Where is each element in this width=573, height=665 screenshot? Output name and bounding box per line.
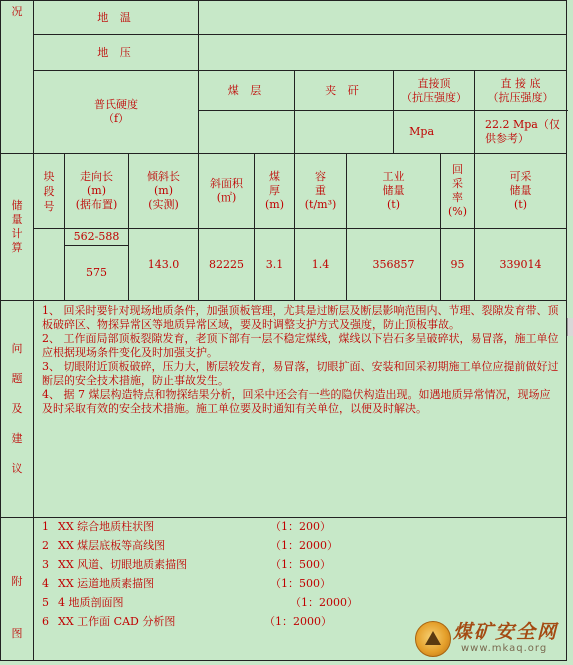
issue-item: 3、 切眼附近顶板破碎，压力大，断层较发育，易冒落，切眼扩面、安装和回采初期施工单位应提前做好过断层的安全技术措施，防止事故发生。	[42, 360, 559, 387]
density-unit: (t/m³)	[304, 198, 337, 211]
recoverable-reserve-label: 可采储量	[509, 170, 532, 197]
appendix-item	[42, 539, 560, 558]
appendix-item-scale: （1：200）	[270, 520, 331, 533]
density-label: 容重	[315, 170, 327, 197]
strike-length-value: 575	[65, 246, 129, 301]
recovery-rate-value: 95	[441, 229, 475, 301]
industrial-reserve-value: 356857	[347, 229, 441, 301]
direct-roof-label: 直接顶	[417, 76, 451, 90]
recoverable-reserve-header	[475, 154, 567, 229]
appendix-label-char: 附	[11, 575, 23, 588]
thickness-header	[255, 154, 295, 229]
condition-label: 况	[1, 1, 34, 154]
reserves-label-char: 计	[11, 227, 23, 240]
appendix-item-title: XX 运道地质素描图	[58, 577, 155, 590]
ground-pressure-label: 地 压	[34, 35, 199, 71]
dip-length-value: 143.0	[129, 229, 199, 301]
issues-content	[34, 301, 567, 518]
industrial-reserve-label: 工业储量	[382, 170, 405, 197]
appendix-item-scale: （1：2000）	[290, 596, 358, 609]
direct-roof-value: Mpa	[394, 111, 475, 154]
density-header	[295, 154, 347, 229]
direct-floor-value: 22.2 Mpa（仅供参考）	[475, 111, 567, 154]
issues-row	[1, 301, 567, 518]
appendix-item	[42, 596, 560, 615]
issues-label-char: 及	[11, 402, 23, 415]
industrial-reserve-unit: (t)	[387, 198, 401, 211]
appendix-item-scale: （1：2000）	[270, 539, 338, 552]
reserves-header-row	[1, 154, 567, 229]
direct-floor-cell	[475, 71, 567, 111]
appendix-item-scale: （1：500）	[270, 558, 331, 571]
issues-label-char: 题	[11, 372, 23, 385]
ground-pressure-value	[199, 35, 567, 71]
hardness-unit: （f）	[102, 112, 130, 125]
strike-length-label: 走向长	[80, 170, 113, 183]
reserves-label-char: 量	[11, 213, 23, 226]
appendix-item-no: 3	[42, 558, 49, 571]
area-header	[199, 154, 255, 229]
hardness-label: 普氏硬度	[94, 98, 138, 111]
industrial-reserve-header	[347, 154, 441, 229]
appendix-item-title: XX 煤层底板等高线图	[58, 539, 166, 552]
recovery-rate-header	[441, 154, 475, 229]
direct-roof-cell	[394, 71, 475, 111]
watermark-brand: 煤矿安全网	[453, 621, 559, 643]
block-no-header	[34, 154, 65, 229]
thickness-label: 煤厚	[269, 170, 281, 197]
strike-length-note: (据布置)	[75, 198, 118, 211]
direct-roof-sub: （抗压强度）	[401, 90, 468, 104]
issues-label-char: 议	[11, 462, 23, 475]
appendix-item-no: 6	[42, 615, 49, 628]
appendix-item-scale: （1：2000）	[264, 615, 332, 628]
dip-length-note: (实测)	[148, 198, 179, 211]
coal-seam-label: 煤 层	[199, 71, 295, 111]
appendix-item-scale: （1：500）	[270, 577, 331, 590]
area-label: 斜面积	[210, 177, 244, 190]
issues-label-char: 建	[11, 432, 23, 445]
density-value: 1.4	[295, 229, 347, 301]
ground-temp-row	[1, 1, 567, 35]
site-watermark	[415, 615, 565, 661]
appendix-label-char: 图	[11, 627, 23, 640]
appendix-item-no: 4	[42, 577, 49, 590]
watermark-url: www.mkaq.org	[461, 643, 548, 654]
thickness-value: 3.1	[255, 229, 295, 301]
dip-length-label: 倾斜长	[147, 170, 180, 183]
recoverable-reserve-value: 339014	[475, 229, 567, 301]
appendix-item-title: XX 工作面 CAD 分析图	[58, 615, 176, 628]
parting-label: 夹 矸	[295, 71, 394, 111]
issues-label-char: 问	[11, 342, 23, 355]
dip-length-unit: (m)	[154, 184, 174, 197]
ground-temp-label: 地 温	[34, 1, 199, 35]
strike-length-header	[65, 154, 129, 229]
hardness-header-row	[1, 71, 567, 111]
reserves-section-label	[1, 154, 34, 301]
direct-floor-label: 直 接 底	[500, 76, 541, 90]
recoverable-reserve-unit: (t)	[514, 198, 528, 211]
appendix-item-title: XX 风道、切眼地质素描图	[58, 558, 188, 571]
area-value: 82225	[199, 229, 255, 301]
recovery-rate-label: 回采率	[452, 163, 464, 204]
strike-length-unit: (m)	[86, 184, 106, 197]
direct-floor-sub: （抗压强度）	[487, 90, 554, 104]
strike-range-row	[1, 229, 567, 246]
block-no-label: 块段号	[43, 169, 55, 213]
appendix-item-title: XX 综合地质柱状图	[58, 520, 155, 533]
issue-item: 1、 回采时要针对现场地质条件，加强顶板管理，尤其是过断层及断层影响范围内、节理、裂隙发育带、顶板破碎区、物探异常区等地质异常区域，要及时调整支护方式及强度，防止顶板事故。	[42, 304, 559, 331]
recovery-rate-unit: (%)	[447, 205, 468, 218]
appendix-item	[42, 577, 560, 596]
issues-section-label	[1, 301, 34, 518]
appendix-item-no: 5	[42, 596, 49, 609]
issue-item: 4、 据 7 煤层构造特点和物探结果分析，回采中还会有一些的隐伏构造出现。如遇地质异常情况，现场应及时采取有效的安全技术措施。施工单位要及时通知有关单位，以便及时解决。	[42, 388, 551, 415]
hardness-label-cell	[34, 71, 199, 154]
ground-pressure-row	[1, 35, 567, 71]
appendix-section-label	[1, 518, 34, 661]
reserves-label-char: 算	[11, 241, 23, 254]
thickness-unit: (m)	[265, 198, 285, 211]
scroll-edge-marker	[567, 318, 573, 336]
appendix-item-no: 2	[42, 539, 49, 552]
reserves-label-char: 储	[11, 199, 23, 212]
appendix-item-title: 4 地质剖面图	[58, 596, 124, 609]
appendix-item-no: 1	[42, 520, 49, 533]
strike-range-value: 562-588	[65, 229, 129, 246]
issue-item: 2、 工作面局部顶板裂隙发育，老顶下部有一层不稳定煤线，煤线以下岩石多呈破碎状，易冒落，施工单位应根据现场条件变化及时加强支护。	[42, 332, 559, 359]
mine-logo-icon	[415, 621, 451, 657]
ground-temp-value	[199, 1, 567, 35]
dip-length-header	[129, 154, 199, 229]
appendix-item	[42, 558, 560, 577]
appendix-item	[42, 520, 560, 539]
block-no-value	[34, 229, 65, 301]
area-unit: (㎡)	[216, 191, 237, 204]
coal-seam-hardness	[199, 111, 295, 154]
parting-hardness	[295, 111, 394, 154]
